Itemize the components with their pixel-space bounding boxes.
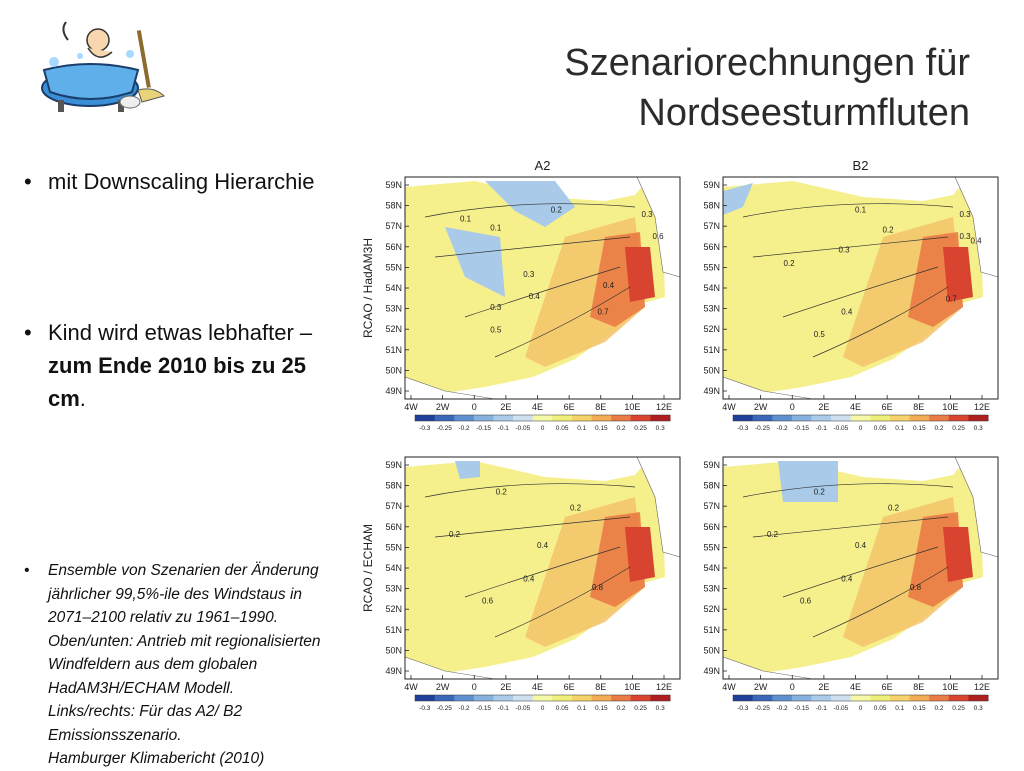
colorbar-segment <box>611 695 631 701</box>
colorbar-segment <box>753 695 773 701</box>
colorbar-segment <box>454 415 474 421</box>
contour-label: 0.2 <box>766 529 779 539</box>
lat-tick-label: 55N <box>385 262 402 273</box>
contour-label: 0.3 <box>838 245 850 255</box>
lat-tick-label: 51N <box>703 624 720 635</box>
colorbar-segment <box>811 415 831 421</box>
bullet-lebhafter: • Kind wird etwas lebhafter – zum Ende 2010 bis zu 25 cm. <box>24 316 344 415</box>
lon-tick-label: 0 <box>789 402 795 412</box>
colorbar-label: 0.3 <box>655 705 665 712</box>
colorbar-label: 0.1 <box>577 425 587 432</box>
lon-tick-label: 2E <box>818 682 830 692</box>
lat-tick-label: 57N <box>703 221 720 232</box>
colorbar-label: 0.2 <box>934 705 944 712</box>
contour-label: 0.7 <box>597 307 609 317</box>
contour-label: 0.3 <box>959 209 971 219</box>
colorbar-segment <box>772 415 792 421</box>
colorbar-segment <box>552 695 572 701</box>
column-title-b2: B2 <box>852 158 869 173</box>
contour-label: 0.8 <box>591 583 604 593</box>
contour-label: 0.4 <box>841 574 853 584</box>
lat-tick-label: 50N <box>703 365 720 376</box>
lon-tick-label: 2W <box>435 682 450 692</box>
lon-tick-label: 0 <box>471 682 477 692</box>
max-change-area <box>625 247 655 302</box>
contour-label: 0.2 <box>783 258 795 268</box>
colorbar <box>733 415 989 432</box>
colorbar-label: 0.05 <box>555 705 569 712</box>
contour-label: 0.4 <box>841 307 853 317</box>
lon-tick-label: 4E <box>531 682 544 692</box>
colorbar <box>415 695 671 712</box>
colorbar-segment <box>890 415 910 421</box>
lat-tick-label: 57N <box>703 501 720 512</box>
slide-title <box>564 38 970 138</box>
lon-tick-label: 10E <box>624 402 641 412</box>
lon-tick-label: 8E <box>913 682 925 692</box>
lat-tick-label: 56N <box>385 521 402 532</box>
colorbar-label: 0.05 <box>873 425 887 432</box>
colorbar-label: -0.2 <box>776 705 788 712</box>
lon-tick-label: 4E <box>849 402 862 412</box>
lat-tick-label: 51N <box>385 344 402 355</box>
colorbar-segment <box>435 695 455 701</box>
colorbar-label: -0.15 <box>476 705 492 712</box>
colorbar-segment <box>650 415 670 421</box>
colorbar-segment <box>910 695 930 701</box>
colorbar-label: 0.15 <box>913 705 926 712</box>
lat-tick-label: 54N <box>703 283 720 293</box>
colorbar-label: 0.25 <box>634 705 647 712</box>
contour-label: 0.1 <box>459 214 472 224</box>
contour-label: 0.8 <box>909 583 922 593</box>
lon-tick-label: 4W <box>722 402 736 412</box>
colorbar-label: 0.25 <box>952 425 965 432</box>
map-panel-b2-1 <box>703 177 998 432</box>
contour-label: 0.5 <box>813 329 825 339</box>
lon-tick-label: 4W <box>722 682 736 692</box>
lat-tick-label: 59N <box>385 460 402 470</box>
colorbar-label: 0.1 <box>895 705 905 712</box>
colorbar-segment <box>733 415 753 421</box>
lon-tick-label: 2W <box>435 402 450 412</box>
colorbar-segment <box>811 695 831 701</box>
colorbar-segment <box>851 415 871 421</box>
lat-tick-label: 51N <box>385 624 402 635</box>
map-panel-a2-2 <box>385 457 680 712</box>
colorbar-label: -0.3 <box>737 705 749 712</box>
colorbar-segment <box>890 695 910 701</box>
lat-tick-label: 50N <box>385 365 402 376</box>
contour-label: 0.1 <box>490 223 502 233</box>
colorbar-segment <box>831 695 851 701</box>
colorbar-label: -0.2 <box>458 425 470 432</box>
lat-tick-label: 49N <box>385 386 402 396</box>
colorbar-label: 0.2 <box>934 425 944 432</box>
colorbar-label: 0.2 <box>616 705 626 712</box>
colorbar-segment <box>415 695 435 701</box>
lat-tick-label: 51N <box>703 344 720 355</box>
contour-label: 0.4 <box>602 281 615 290</box>
colorbar-label: 0.3 <box>655 425 665 432</box>
colorbar-label: 0.05 <box>873 705 887 712</box>
bullet-ensemble: • Ensemble von Szenarien der Änderung jährlicher 99,5%-ile des Windstaus in 2071–2100 relativ zu 1961–1990. Oben/unten: Antrieb mit regionalisierten Windfeldern aus dem globalen HadAM3H/ECHAM Modell. Links/rechts: Für das A2/ B2 Emissionsszenario. Hamburger Klimabericht (2010) <box>24 559 344 771</box>
title-line-2: Nordseesturmfluten <box>638 92 970 134</box>
contour-label: 0.3 <box>490 303 502 313</box>
colorbar-segment <box>929 415 949 421</box>
lon-tick-label: 2E <box>818 402 830 412</box>
lat-tick-label: 56N <box>703 241 720 252</box>
colorbar-label: 0.1 <box>895 425 905 432</box>
colorbar-segment <box>968 695 988 701</box>
lat-tick-label: 52N <box>385 604 402 615</box>
colorbar-label: -0.25 <box>755 425 770 432</box>
colorbar-segment <box>870 415 890 421</box>
colorbar-segment <box>513 695 533 701</box>
colorbar-label: -0.2 <box>776 425 788 432</box>
colorbar-label: 0 <box>540 705 545 712</box>
lat-tick-label: 53N <box>385 303 402 314</box>
colorbar-label: 0.05 <box>555 425 569 432</box>
lat-tick-label: 54N <box>703 563 720 573</box>
contour-label: 0.3 <box>523 269 535 279</box>
colorbar-segment <box>650 695 670 701</box>
contour-label: 0.6 <box>481 596 494 606</box>
colorbar-label: -0.05 <box>515 705 531 712</box>
negative-change-area <box>778 461 838 502</box>
contour-label: 0.7 <box>945 294 957 304</box>
lon-tick-label: 8E <box>913 402 925 412</box>
lat-tick-label: 52N <box>703 324 720 335</box>
column-title-a2: A2 <box>534 158 551 173</box>
lat-tick-label: 55N <box>703 542 720 553</box>
colorbar-segment <box>572 415 592 421</box>
colorbar <box>415 415 671 432</box>
colorbar-label: 0.25 <box>634 425 647 432</box>
lat-tick-label: 52N <box>385 324 402 335</box>
colorbar-segment <box>910 415 930 421</box>
lon-tick-label: 0 <box>471 402 477 412</box>
lon-tick-label: 4E <box>849 682 862 692</box>
lat-tick-label: 53N <box>703 583 720 594</box>
lon-tick-label: 6E <box>881 682 893 692</box>
colorbar-label: 0.3 <box>973 705 983 712</box>
colorbar-label: 0.15 <box>595 425 608 432</box>
contour-label: 0.6 <box>652 232 664 242</box>
contour-label: 0.4 <box>536 541 549 551</box>
colorbar-label: 0.25 <box>952 705 965 712</box>
lon-tick-label: 10E <box>942 682 959 692</box>
lon-tick-label: 4W <box>404 682 418 692</box>
contour-label: 0.2 <box>448 529 461 539</box>
lon-tick-label: 12E <box>655 682 673 692</box>
lat-tick-label: 54N <box>385 283 402 293</box>
lon-tick-label: 6E <box>563 682 575 692</box>
colorbar-label: -0.3 <box>419 705 431 712</box>
lat-tick-label: 49N <box>703 386 720 396</box>
contour-label: 0.4 <box>528 292 540 302</box>
colorbar-label: -0.1 <box>815 705 827 712</box>
colorbar-segment <box>792 695 812 701</box>
colorbar-segment <box>474 415 494 421</box>
colorbar-segment <box>949 415 969 421</box>
lat-tick-label: 55N <box>703 262 720 273</box>
contour-label: 0.3 <box>641 209 653 219</box>
contour-label: 0.4 <box>970 236 982 246</box>
lat-tick-label: 56N <box>703 521 720 532</box>
colorbar-segment <box>733 695 753 701</box>
lat-tick-label: 57N <box>385 501 402 512</box>
colorbar-label: -0.1 <box>497 425 509 432</box>
map-panel-b2-2 <box>703 457 998 712</box>
lat-tick-label: 55N <box>385 542 402 553</box>
colorbar-label: -0.1 <box>497 705 509 712</box>
lat-tick-label: 49N <box>703 666 720 676</box>
colorbar-segment <box>949 695 969 701</box>
lon-tick-label: 12E <box>973 402 991 412</box>
colorbar-label: -0.15 <box>476 425 492 432</box>
title-line-1: Szenariorechnungen für <box>564 42 970 84</box>
colorbar-label: -0.3 <box>737 425 749 432</box>
colorbar-label: -0.05 <box>833 425 849 432</box>
colorbar-segment <box>631 415 651 421</box>
lon-tick-label: 6E <box>881 402 893 412</box>
lat-tick-label: 50N <box>703 645 720 656</box>
contour-label: 0.2 <box>550 205 562 215</box>
lon-tick-label: 2W <box>753 402 768 412</box>
lat-tick-label: 57N <box>385 221 402 232</box>
row-label-2: RCAO / ECHAM <box>361 523 375 613</box>
contour-label: 0.3 <box>959 232 971 242</box>
colorbar-label: 0.15 <box>595 705 608 712</box>
lon-tick-label: 10E <box>624 682 641 692</box>
colorbar <box>733 695 989 712</box>
lon-tick-label: 2W <box>753 682 768 692</box>
colorbar-segment <box>772 695 792 701</box>
lon-tick-label: 0 <box>789 682 795 692</box>
colorbar-segment <box>592 415 612 421</box>
colorbar-segment <box>533 695 553 701</box>
lat-tick-label: 50N <box>385 645 402 656</box>
contour-label: 0.1 <box>854 205 867 215</box>
bullet-list <box>24 165 344 767</box>
colorbar-segment <box>870 695 890 701</box>
colorbar-segment <box>753 415 773 421</box>
colorbar-label: -0.2 <box>458 705 470 712</box>
colorbar-segment <box>533 415 553 421</box>
colorbar-label: -0.05 <box>515 425 531 432</box>
lat-tick-label: 58N <box>385 480 402 491</box>
colorbar-label: 0.3 <box>973 425 983 432</box>
colorbar-segment <box>454 695 474 701</box>
contour-label: 0.2 <box>882 225 894 235</box>
colorbar-segment <box>493 695 513 701</box>
lat-tick-label: 49N <box>385 666 402 676</box>
map-panel-a2-1 <box>385 177 680 432</box>
colorbar-segment <box>513 415 533 421</box>
lon-tick-label: 4E <box>531 402 544 412</box>
lon-tick-label: 2E <box>500 402 512 412</box>
max-change-area <box>625 527 655 582</box>
lon-tick-label: 10E <box>942 402 959 412</box>
lat-tick-label: 58N <box>703 200 720 211</box>
colorbar-label: -0.05 <box>833 705 849 712</box>
colorbar-segment <box>474 695 494 701</box>
lat-tick-label: 59N <box>385 180 402 190</box>
lon-tick-label: 4W <box>404 402 418 412</box>
lon-tick-label: 8E <box>595 402 607 412</box>
row-label-1: RCAO / HadAM3H <box>361 237 375 339</box>
colorbar-label: -0.25 <box>437 425 452 432</box>
colorbar-segment <box>435 415 455 421</box>
colorbar-label: 0.2 <box>616 425 626 432</box>
contour-label: 0.2 <box>495 487 507 497</box>
lon-tick-label: 12E <box>655 402 673 412</box>
colorbar-segment <box>831 415 851 421</box>
contour-label: 0.5 <box>490 325 502 335</box>
colorbar-segment <box>792 415 812 421</box>
colorbar-label: 0 <box>540 425 545 432</box>
lat-tick-label: 56N <box>385 241 402 252</box>
colorbar-segment <box>493 415 513 421</box>
colorbar-label: -0.25 <box>755 705 770 712</box>
colorbar-segment <box>611 415 631 421</box>
lat-tick-label: 53N <box>703 303 720 314</box>
contour-label: 0.4 <box>523 574 535 584</box>
colorbar-label: -0.15 <box>794 705 810 712</box>
cartoon-bathtub-logo <box>30 10 170 120</box>
lat-tick-label: 58N <box>703 480 720 491</box>
max-change-area <box>943 527 973 582</box>
contour-label: 0.2 <box>569 503 582 513</box>
colorbar-label: -0.3 <box>419 425 431 432</box>
colorbar-label: -0.25 <box>437 705 452 712</box>
colorbar-segment <box>415 415 435 421</box>
lat-tick-label: 53N <box>385 583 402 594</box>
colorbar-label: 0 <box>858 705 863 712</box>
contour-label: 0.2 <box>887 503 900 513</box>
contour-label: 0.4 <box>854 541 867 551</box>
bullet-downscaling: • mit Downscaling Hierarchie <box>24 165 344 198</box>
lon-tick-label: 8E <box>595 682 607 692</box>
colorbar-label: -0.1 <box>815 425 827 432</box>
colorbar-label: 0.15 <box>913 425 926 432</box>
contour-label: 0.2 <box>813 487 825 497</box>
colorbar-label: 0 <box>858 425 863 432</box>
lat-tick-label: 59N <box>703 180 720 190</box>
colorbar-segment <box>552 415 572 421</box>
colorbar-label: 0.1 <box>577 705 587 712</box>
colorbar-segment <box>572 695 592 701</box>
colorbar-label: -0.15 <box>794 425 810 432</box>
lon-tick-label: 6E <box>563 402 575 412</box>
contour-label: 0.6 <box>799 596 812 606</box>
lat-tick-label: 54N <box>385 563 402 573</box>
lat-tick-label: 58N <box>385 200 402 211</box>
colorbar-segment <box>631 695 651 701</box>
storm-surge-maps-figure <box>355 155 1005 720</box>
lon-tick-label: 2E <box>500 682 512 692</box>
lat-tick-label: 59N <box>703 460 720 470</box>
colorbar-segment <box>929 695 949 701</box>
lat-tick-label: 52N <box>703 604 720 615</box>
lon-tick-label: 12E <box>973 682 991 692</box>
colorbar-segment <box>851 695 871 701</box>
colorbar-segment <box>968 415 988 421</box>
colorbar-segment <box>592 695 612 701</box>
